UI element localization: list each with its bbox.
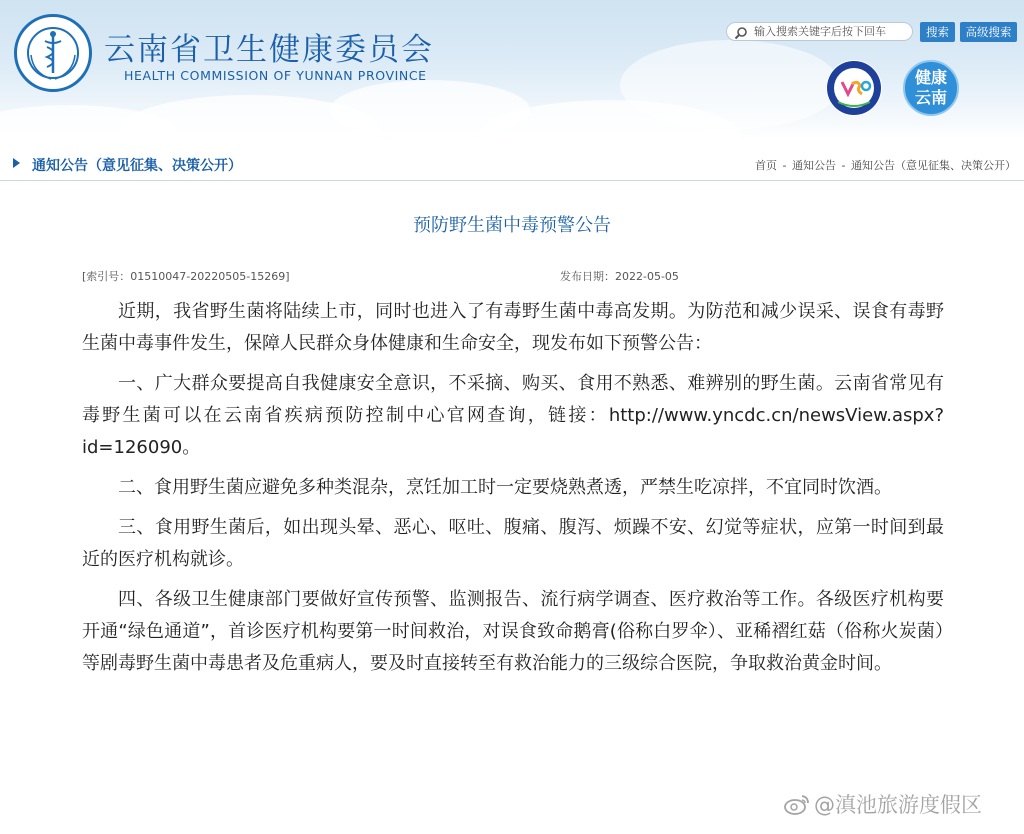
watermark-text: @滇池旅游度假区 <box>814 793 982 817</box>
breadcrumb <box>755 157 1016 173</box>
article-index-number: [索引号：01510047-20220505-15269] <box>82 270 290 283</box>
article-paragraph-1: 一、广大群众要提高自我健康安全意识，不采摘、购买、食用不熟悉、难辨别的野生菌。云南省常见有毒野生菌可以在云南省疾病预防控制中心官网查询，链接：http://www.yncdc.cn/newsView.aspx?id=126090。 <box>82 373 944 458</box>
breadcrumb-separator: - <box>782 159 787 172</box>
search-box <box>726 22 913 41</box>
badge-line-1: 健康 <box>914 68 947 87</box>
divider <box>0 180 1024 181</box>
watermark <box>784 789 982 820</box>
badge-line-2: 云南 <box>914 88 947 107</box>
article-paragraph-4: 四、各级卫生健康部门要做好宣传预警、监测报告、流行病学调查、医疗救治等工作。各级医疗机构要开通“绿色通道”，首诊医疗机构要第一时间救治，对误食致命鹅膏(俗称白罗伞）、亚稀褶红菇（俗称火炭菌）等剧毒野生菌中毒患者及危重病人，要及时直接转至有救治能力的三级综合医院，争取救治黄金时间。 <box>82 589 944 674</box>
weibo-icon <box>784 793 810 820</box>
caduceus-emblem-icon[interactable] <box>14 14 92 92</box>
article-paragraph-2: 二、食用野生菌应避免多种类混杂，烹饪加工时一定要烧熟煮透，严禁生吃凉拌，不宜同时饮酒。 <box>118 477 892 498</box>
search-button[interactable]: 搜索 <box>920 22 955 42</box>
article-title: 预防野生菌中毒预警公告 <box>413 215 611 236</box>
breadcrumb-notices[interactable]: 通知公告 <box>792 159 837 172</box>
breadcrumb-home[interactable]: 首页 <box>755 159 778 172</box>
section-title[interactable]: 通知公告（意见征集、决策公开） <box>32 158 242 174</box>
advanced-search-button[interactable]: 高级搜索 <box>960 22 1017 42</box>
article-body <box>82 296 944 680</box>
search-input[interactable] <box>754 24 908 39</box>
article-publish-date: 发布日期：2022-05-05 <box>560 270 679 283</box>
health-yunnan-badge[interactable] <box>903 60 959 116</box>
yunnan-health-logo-icon[interactable] <box>826 60 882 116</box>
site-header <box>0 0 1024 140</box>
breadcrumb-separator: - <box>841 159 846 172</box>
triangle-right-icon <box>13 158 20 168</box>
site-title[interactable]: 云南省卫生健康委员会 <box>104 32 434 68</box>
breadcrumb-current[interactable]: 通知公告（意见征集、决策公开） <box>851 159 1016 172</box>
section-nav-bar <box>0 148 1024 182</box>
article-paragraph-3: 三、食用野生菌后，如出现头晕、恶心、呕吐、腹痛、腹泻、烦躁不安、幻觉等症状，应第一时间到最近的医疗机构就诊。 <box>82 517 944 570</box>
search-icon <box>734 25 748 44</box>
site-subtitle: HEALTH COMMISSION OF YUNNAN PROVINCE <box>124 68 427 83</box>
article-paragraph-intro: 近期，我省野生菌将陆续上市，同时也进入了有毒野生菌中毒高发期。为防范和减少误采、误食有毒野生菌中毒事件发生，保障人民群众身体健康和生命安全，现发布如下预警公告： <box>82 301 944 354</box>
